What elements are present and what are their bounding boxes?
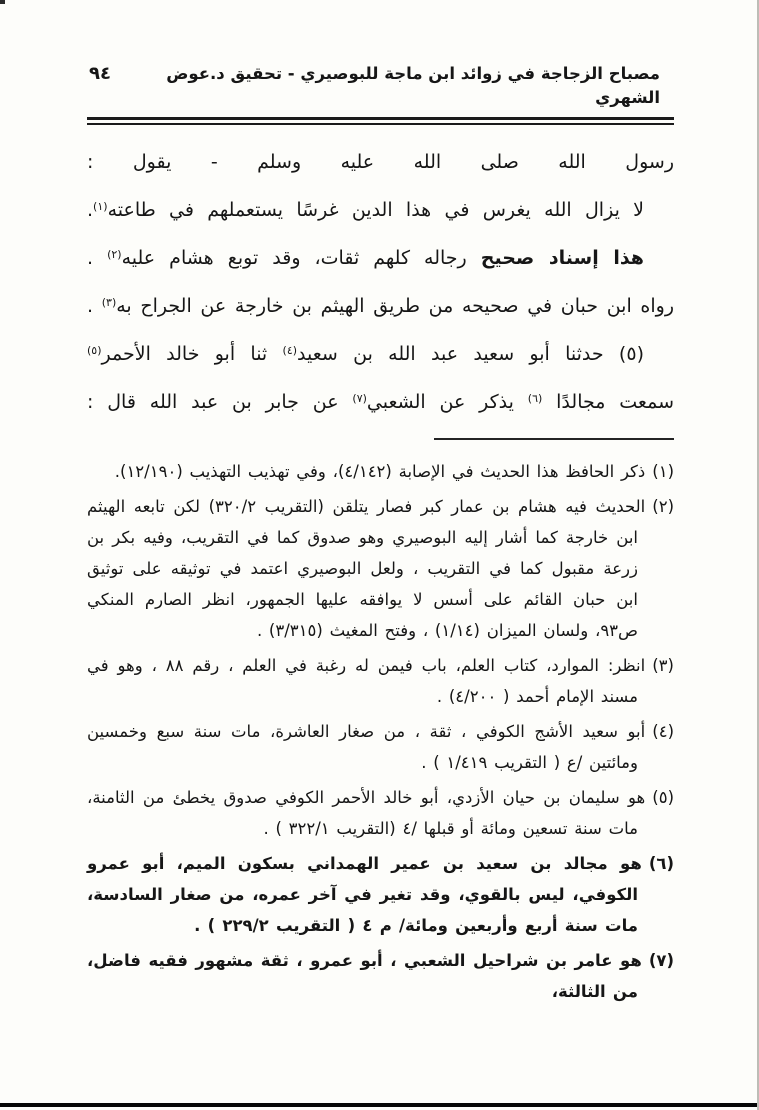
footnote-text: الحديث فيه هشام بن عمار كبر فصار يتلقن (التقريب ٣٢٠/٢) لكن تابعه الهيثم ابن خارجة كما أشار إليه البوصيري وهو صدوق كما في التقريب، وفيه بكر بن زرعة مقبول كما في التقريب ، ولعل البوصيري اعتمد في توثيقه على توثيق ابن حبان القائم على أسس لا يوافقه عليها الجمهور، انظر الصارم المنكي ص٩٣، ولسان الميزان (١/١٤) ، وفتح المغيث (٣/٣١٥) .: [87, 497, 646, 640]
footnote-number: (٤): [652, 722, 674, 741]
scan-artifact-bottom-edge: [0, 1103, 759, 1107]
text-segment: .: [87, 295, 102, 317]
footnote-marker: (٤): [282, 344, 298, 357]
text-segment: .: [87, 247, 108, 269]
footnote-item: [87, 716, 674, 778]
text-segment: رجاله كلهم ثقات، وقد توبع هشام عليه: [121, 247, 481, 269]
footnote-text: هو عامر بن شراحيل الشعبي ، أبو عمرو ، ثقة مشهور فقيه فاضل، من الثالثة،: [87, 951, 642, 1001]
footnote-separator: [434, 438, 674, 440]
footnote-text: هو مجالد بن سعيد بن عمير الهمداني بسكون الميم، أبو عمرو الكوفي، ليس بالقوي، وقد تغير في آخر عمره، من صغار السادسة، مات سنة أربع وأربعين ومائة/ م ٤ ( التقريب ٢٢٩/٢ ) .: [87, 854, 642, 935]
footnote-number: (٥): [652, 788, 674, 807]
body-line: [87, 197, 674, 224]
footnote-item: [87, 945, 674, 1007]
text-segment: سمعت مجالدًا: [542, 391, 674, 413]
page-header: [87, 62, 674, 110]
footnote-marker: (٢): [107, 248, 122, 261]
footnote-marker: (٥): [87, 344, 102, 357]
header-rule: [87, 117, 674, 125]
text-segment: يذكر عن الشعبي: [366, 391, 528, 413]
footnote-number: (١): [652, 462, 674, 481]
footnote-marker: (٧): [352, 392, 367, 405]
footnote-marker: (٣): [101, 296, 117, 309]
footnote-item: [87, 782, 674, 844]
text-segment: .: [87, 199, 94, 221]
text-segment: عن جابر بن عبد الله قال :: [87, 391, 353, 413]
footnote-number: (٧): [648, 951, 674, 970]
body-line: [87, 293, 674, 320]
footnote-text: أبو سعيد الأشج الكوفي ، ثقة ، من صغار العاشرة، مات سنة سبع وخمسين ومائتين /ع ( التقريب ١/٤١٩ ) .: [87, 722, 646, 772]
footnote-text: ذكر الحافظ هذا الحديث في الإصابة (٤/١٤٢)، وفي تهذيب التهذيب (١٢/١٩٠).: [114, 462, 646, 481]
text-segment: رسول الله صلى الله عليه وسلم - يقول :: [87, 151, 674, 173]
text-segment: هذا إسناد صحيح: [480, 247, 644, 269]
text-segment: رواه ابن حبان في صحيحه من طريق الهيثم بن خارجة عن الجراح به: [116, 295, 674, 317]
main-text: [87, 149, 674, 416]
body-line: [87, 389, 674, 416]
footnote-number: (٣): [652, 656, 674, 675]
footnotes-section: [87, 456, 674, 1007]
footnote-number: (٦): [648, 854, 674, 873]
scan-artifact-corner: [0, 0, 5, 4]
page-number: ٩٤: [89, 63, 111, 84]
footnote-marker: (٦): [527, 392, 543, 405]
body-line: [87, 149, 674, 176]
text-segment: ثنا أبو خالد الأحمر: [101, 343, 283, 365]
footnote-text: هو سليمان بن حيان الأزدي، أبو خالد الأحمر الكوفي صدوق يخطئ من الثامنة، مات سنة تسعين ومائة أو قبلها /٤ (التقريب ٣٢٢/١ ) .: [87, 788, 646, 838]
footnote-text: انظر: الموارد، كتاب العلم، باب فيمن له رغبة في العلم ، رقم ٨٨ ، وهو في مسند الإمام أحمد ( ٤/٢٠٠) .: [87, 656, 646, 706]
text-segment: لا يزال الله يغرس في هذا الدين غرسًا يستعملهم في طاعته: [107, 199, 644, 221]
footnote-item: [87, 848, 674, 941]
body-line: [87, 245, 674, 272]
text-segment: (٥) حدثنا أبو سعيد عبد الله بن سعيد: [297, 343, 644, 365]
footnote-number: (٢): [652, 497, 674, 516]
body-line: [87, 341, 674, 368]
footnote-marker: (١): [93, 200, 108, 213]
footnote-item: [87, 650, 674, 712]
running-title: مصباح الزجاجة في زوائد ابن ماجة للبوصيري - تحقيق د.عوض الشهري: [166, 64, 660, 107]
footnote-item: [87, 491, 674, 646]
footnote-item: [87, 456, 674, 487]
